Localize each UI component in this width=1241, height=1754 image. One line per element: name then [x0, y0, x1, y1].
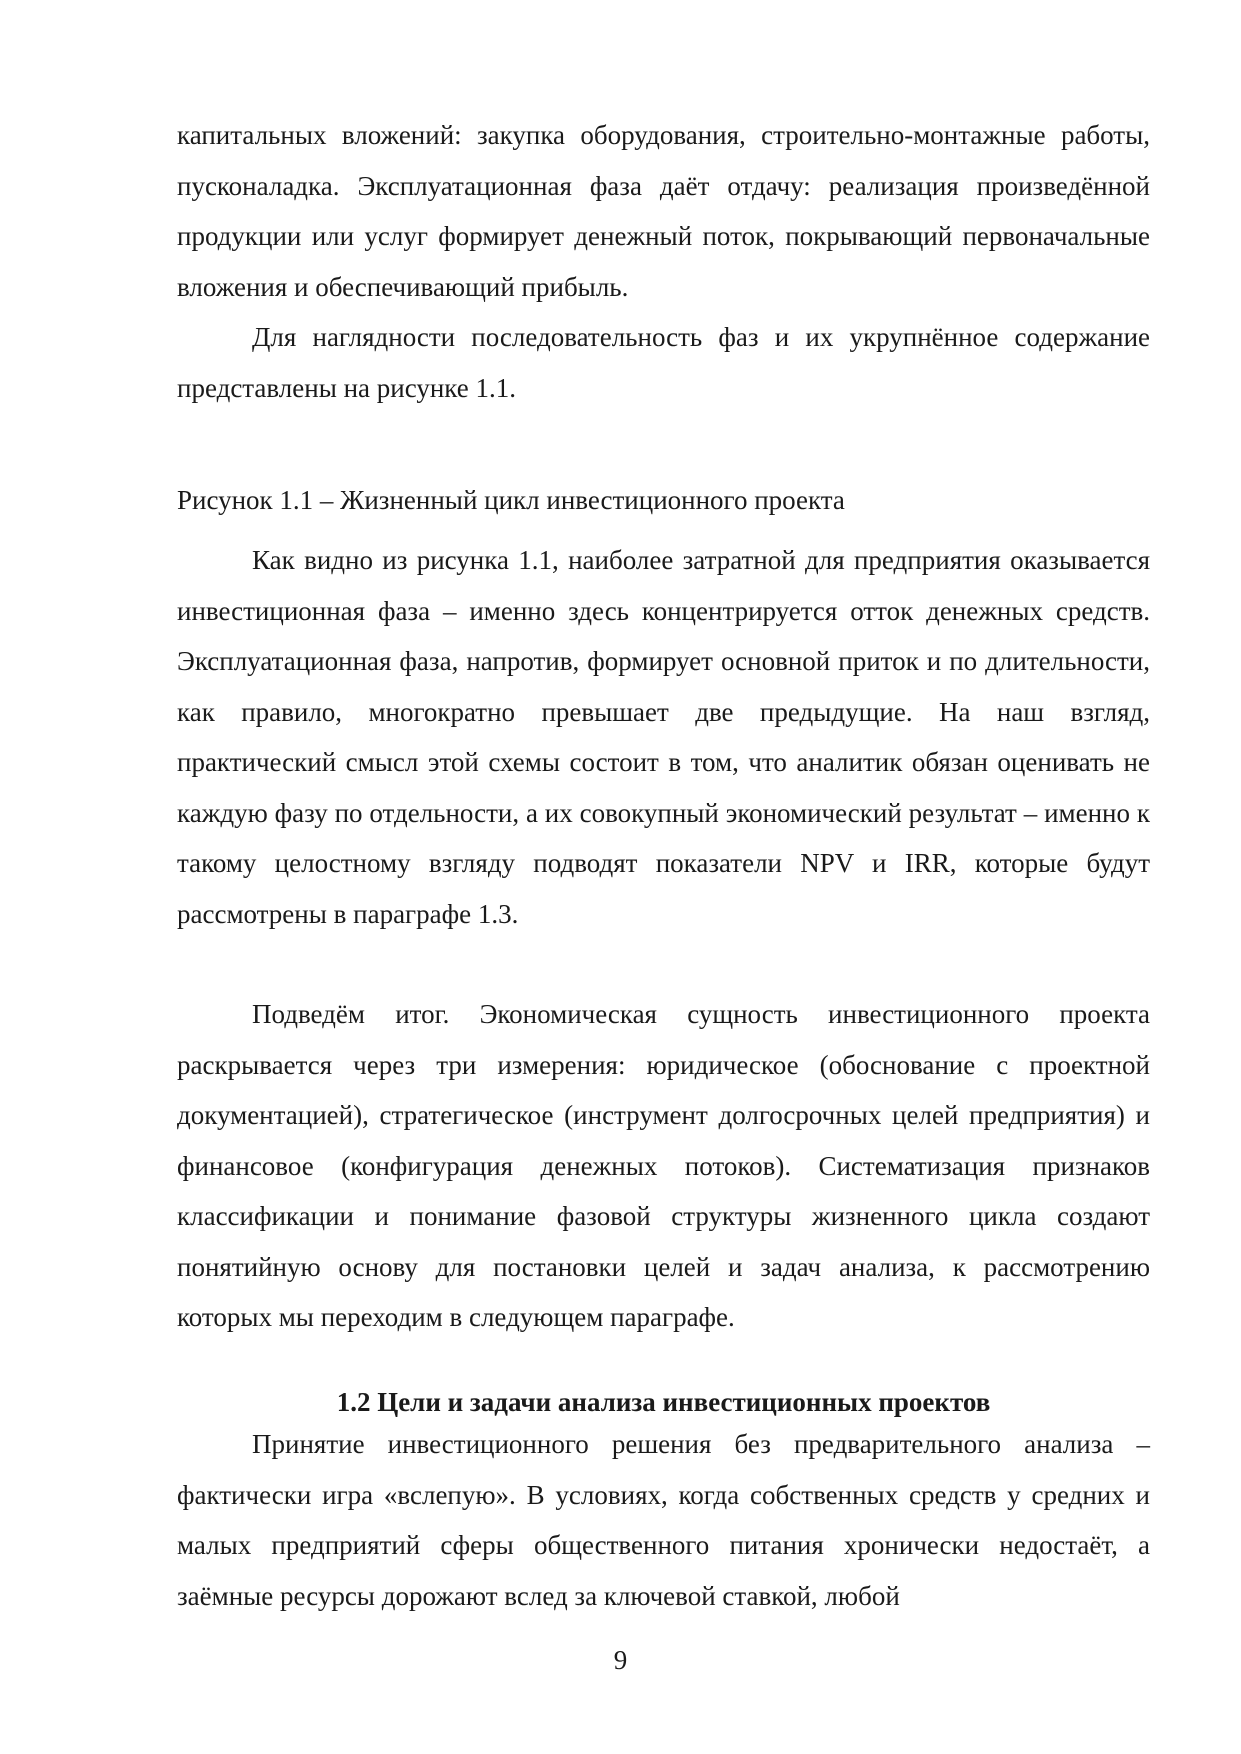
paragraph-figure-intro: Для наглядности последовательность фаз и их укрупнённое содержание представлены на рисунке 1.1. — [177, 322, 1150, 403]
paragraph-summary: Подведём итог. Экономическая сущность инвестиционного проекта раскрывается через три измерения: юридическое (обоснование с проектной документацией), стратегическое (инструмент долгосрочных целей предприятия) и финансовое (конфигурация денежных потоков). Систематизация признаков классификации и понимание фазовой структуры жизненного цикла создают понятийную основу для постановки целей и задач анализа, к рассмотрению которых мы переходим в следующем параграфе. — [177, 999, 1150, 1332]
figure-caption: Рисунок 1.1 – Жизненный цикл инвестиционного проекта — [177, 485, 845, 515]
section-heading: 1.2 Цели и задачи анализа инвестиционных проектов — [336, 1387, 991, 1417]
page-number: 9 — [613, 1645, 628, 1675]
paragraph-section-intro: Принятие инвестиционного решения без предварительного анализа – фактически игра «вслепую». В условиях, когда собственных средств у средних и малых предприятий сферы общественного питания хронически недостаёт, а заёмные ресурсы дорожают вслед за ключевой ставкой, любой — [177, 1429, 1150, 1611]
paragraph-figure-analysis: Как видно из рисунка 1.1, наиболее затратной для предприятия оказывается инвестиционная фаза – именно здесь концентрируется отток денежных средств. Эксплуатационная фаза, напротив, формирует основной приток и по длительности, как правило, многократно превышает две предыдущие. На наш взгляд, практический смысл этой схемы состоит в том, что аналитик обязан оценивать не каждую фазу по отдельности, а их совокупный экономический результат – именно к такому целостному взгляду подводят показатели NPV и IRR, которые будут рассмотрены в параграфе 1.3. — [177, 545, 1150, 929]
paragraph-capital-investments: капитальных вложений: закупка оборудования, строительно-монтажные работы, пусконаладка. Эксплуатационная фаза даёт отдачу: реализация произведённой продукции или услуг формирует денежный поток, покрывающий первоначальные вложения и обеспечивающий прибыль. — [177, 120, 1150, 302]
